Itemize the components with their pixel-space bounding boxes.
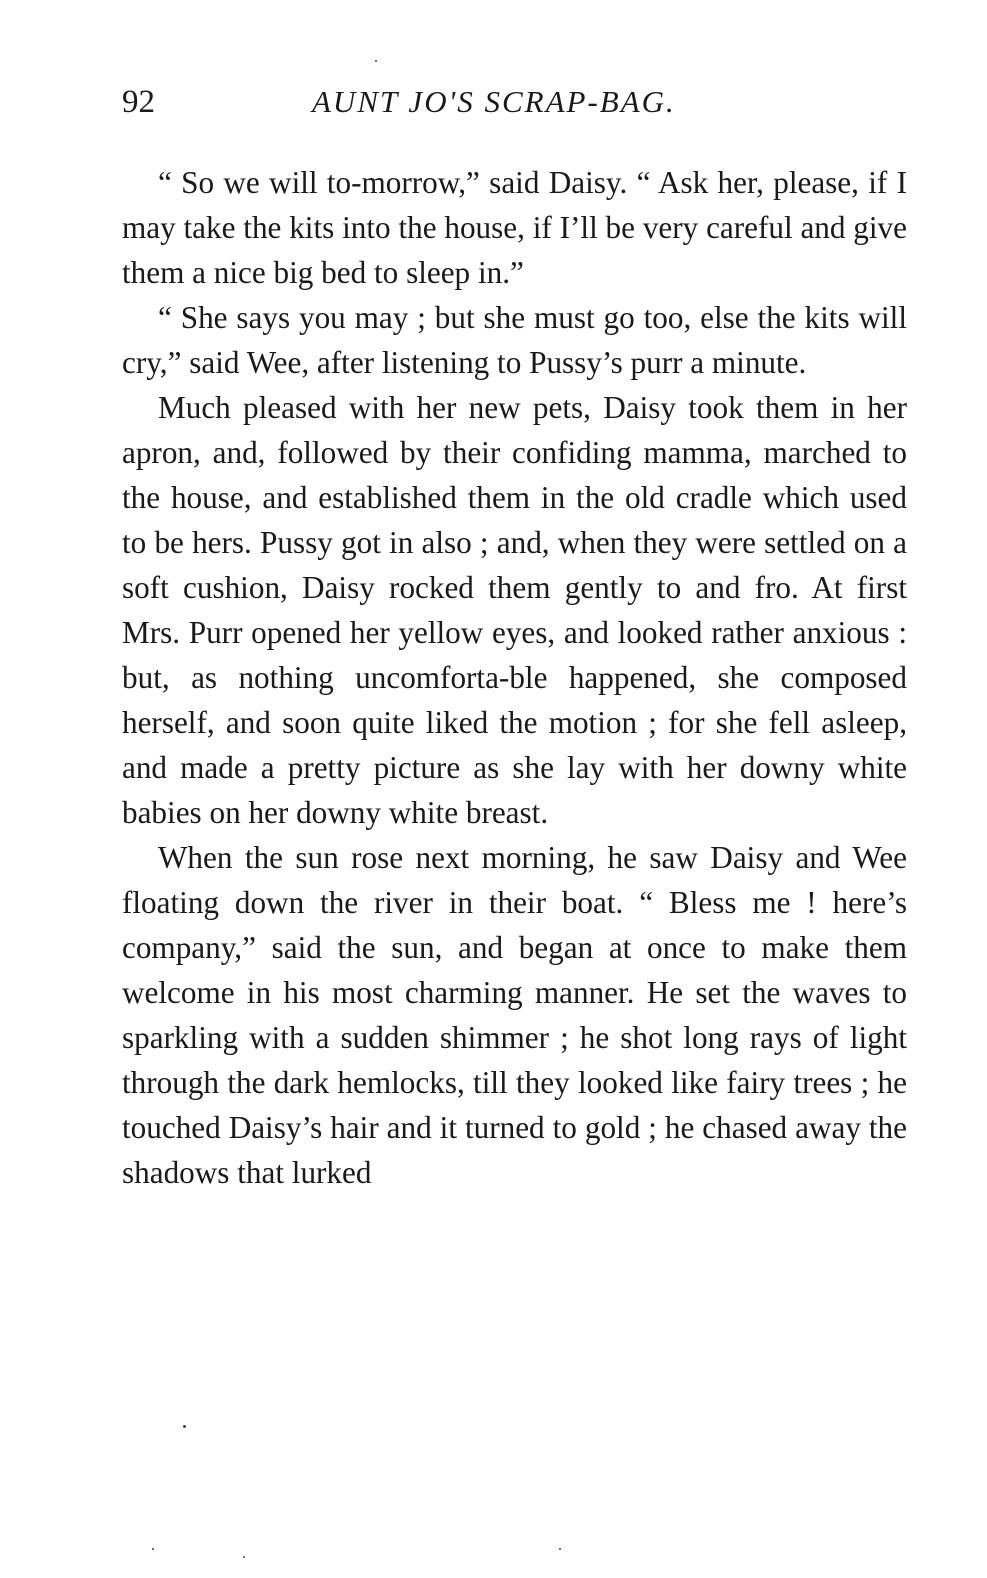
paper-speck <box>559 1548 561 1550</box>
paragraph: “ She says you may ; but she must go too, else the kits will cry,” said Wee, after listening to Pussy’s purr a minute. <box>122 300 907 380</box>
paper-speck <box>152 1548 154 1550</box>
running-title: AUNT JO'S SCRAP-BAG. <box>312 84 676 119</box>
body-text <box>122 160 907 1195</box>
paragraph: “ So we will to-morrow,” said Daisy. “ Ask her, please, if I may take the kits into the house, if I’ll be very careful and give them a nice big bed to sleep in.” <box>122 165 907 290</box>
page-number: 92 <box>122 84 155 120</box>
paper-speck <box>375 60 377 62</box>
paragraph: When the sun rose next morning, he saw Daisy and Wee floating down the river in their boat. “ Bless me ! here’s company,” said the sun, and began at once to make them welcome in his most charming manner. He set the waves to sparkling with a sudden shimmer ; he shot long rays of light through the dark hemlocks, till they looked like fairy trees ; he touched Daisy’s hair and it turned to gold ; he chased away the shadows that lurked <box>122 840 907 1190</box>
book-page <box>122 78 907 1195</box>
page-header <box>122 78 907 126</box>
paper-speck <box>183 1425 186 1428</box>
paragraph: Much pleased with her new pets, Daisy took them in her apron, and, followed by their confiding mamma, marched to the house, and established them in the old cradle which used to be hers. Pussy got in also ; and, when they were settled on a soft cushion, Daisy rocked them gently to and fro. At first Mrs. Purr opened her yellow eyes, and looked rather anxious : but, as nothing uncomforta-ble happened, she composed herself, and soon quite liked the motion ; for she fell asleep, and made a pretty picture as she lay with her downy white babies on her downy white breast. <box>122 390 907 830</box>
paper-speck <box>243 1556 245 1558</box>
